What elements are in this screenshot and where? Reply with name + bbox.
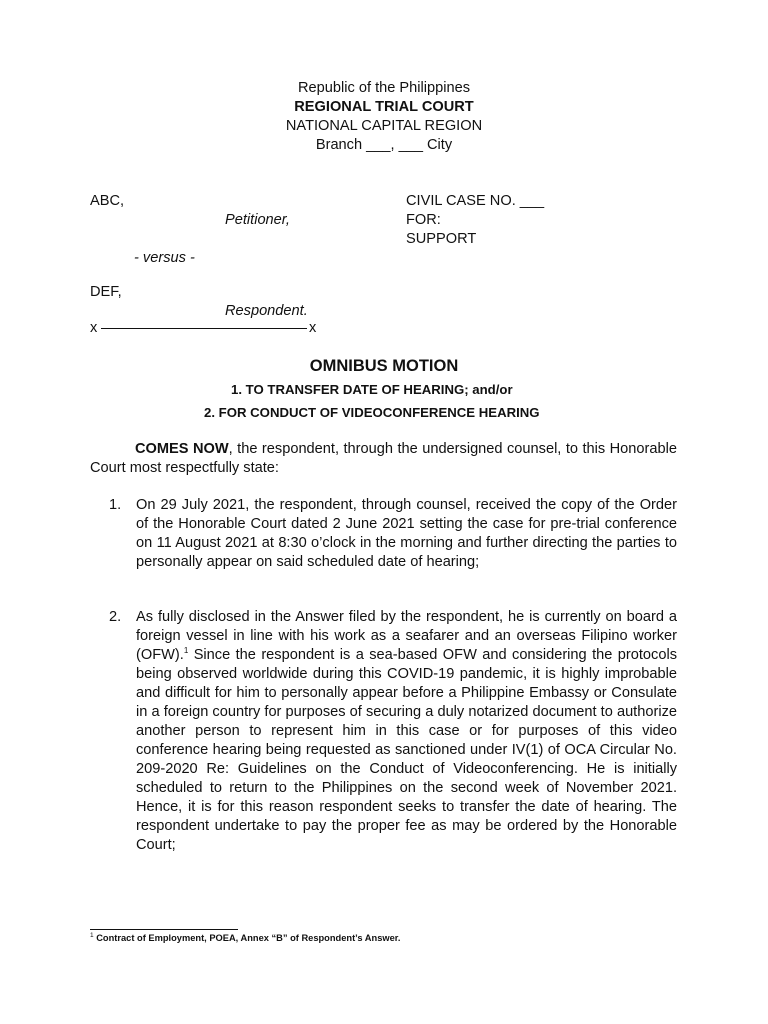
versus-label: - versus -: [134, 250, 195, 266]
motion-subtitle-2: 2. FOR CONDUCT OF VIDEOCONFERENCE HEARING: [204, 405, 540, 420]
petitioner-name: ABC,: [90, 193, 125, 209]
region-line: NATIONAL CAPITAL REGION: [285, 118, 483, 134]
motion-subtitle-1: 1. TO TRANSFER DATE OF HEARING; and/or: [231, 382, 513, 397]
for-label: FOR:: [406, 212, 441, 228]
footnote-rule: [90, 929, 238, 930]
caption-separator: [101, 328, 307, 329]
intro-lead: COMES NOW: [135, 441, 229, 457]
footnote-text: Contract of Employment, POEA, Annex “B” of Respondent’s Answer.: [93, 933, 401, 943]
petitioner-role: Petitioner,: [225, 212, 290, 228]
caption-right-mark: x: [309, 320, 317, 336]
republic-line: Republic of the Philippines: [298, 80, 470, 96]
respondent-role: Respondent.: [225, 303, 308, 319]
caption-left-mark: x: [90, 320, 98, 336]
case-number: CIVIL CASE NO. ___: [406, 193, 545, 209]
footnote-marker: 1: [90, 931, 94, 939]
footnote: [90, 932, 400, 944]
intro-paragraph: [90, 440, 677, 478]
item-text-2: [136, 608, 677, 855]
respondent-name: DEF,: [90, 284, 122, 300]
item-2-text-a: As fully disclosed in the Answer filed by the respondent, he is currently on board a foreign vessel in line with his work as a seafarer and an overseas Filipino worker (OFW).: [136, 609, 677, 663]
intro-text: , the respondent, through the undersigned counsel, to this Honorable Court most respectfully state:: [90, 441, 677, 476]
case-subject: SUPPORT: [406, 231, 477, 247]
item-text-1: On 29 July 2021, the respondent, through counsel, received the copy of the Order of the Honorable Court dated 2 June 2021 setting the case for pre-trial conference on 11 August 2021 at 8:30 o’clock in the morning and further directing the parties to personally appear on said scheduled date of hearing;: [136, 497, 677, 570]
motion-title: OMNIBUS MOTION: [309, 357, 459, 375]
item-number-2: 2.: [109, 609, 122, 625]
branch-line: Branch ___, ___ City: [315, 137, 453, 153]
item-2-text-b: Since the respondent is a sea-based OFW and considering the protocols being observed worldwide during this COVID-19 pandemic, it is highly improbable and difficult for him to personally appear before a Philippine Embassy or Consulate in a foreign country for purposes of securing a duly notarized document to authorize another person to represent him in this case or for purposes of this video conference hearing being requested as sanctioned under IV(1) of OCA Circular No. 209-2020 Re: Guidelines on the Conduct of Videoconferencing. He is initially scheduled to return to the Philippines on the second week of November 2021. Hence, it is for this reason respondent seeks to transfer the date of hearing. The respondent undertake to pay the proper fee as may be ordered by the Honorable Court;: [136, 647, 677, 853]
court-name: REGIONAL TRIAL COURT: [294, 99, 474, 115]
footnote-reference[interactable]: 1: [183, 646, 189, 656]
item-number-1: 1.: [109, 497, 122, 513]
